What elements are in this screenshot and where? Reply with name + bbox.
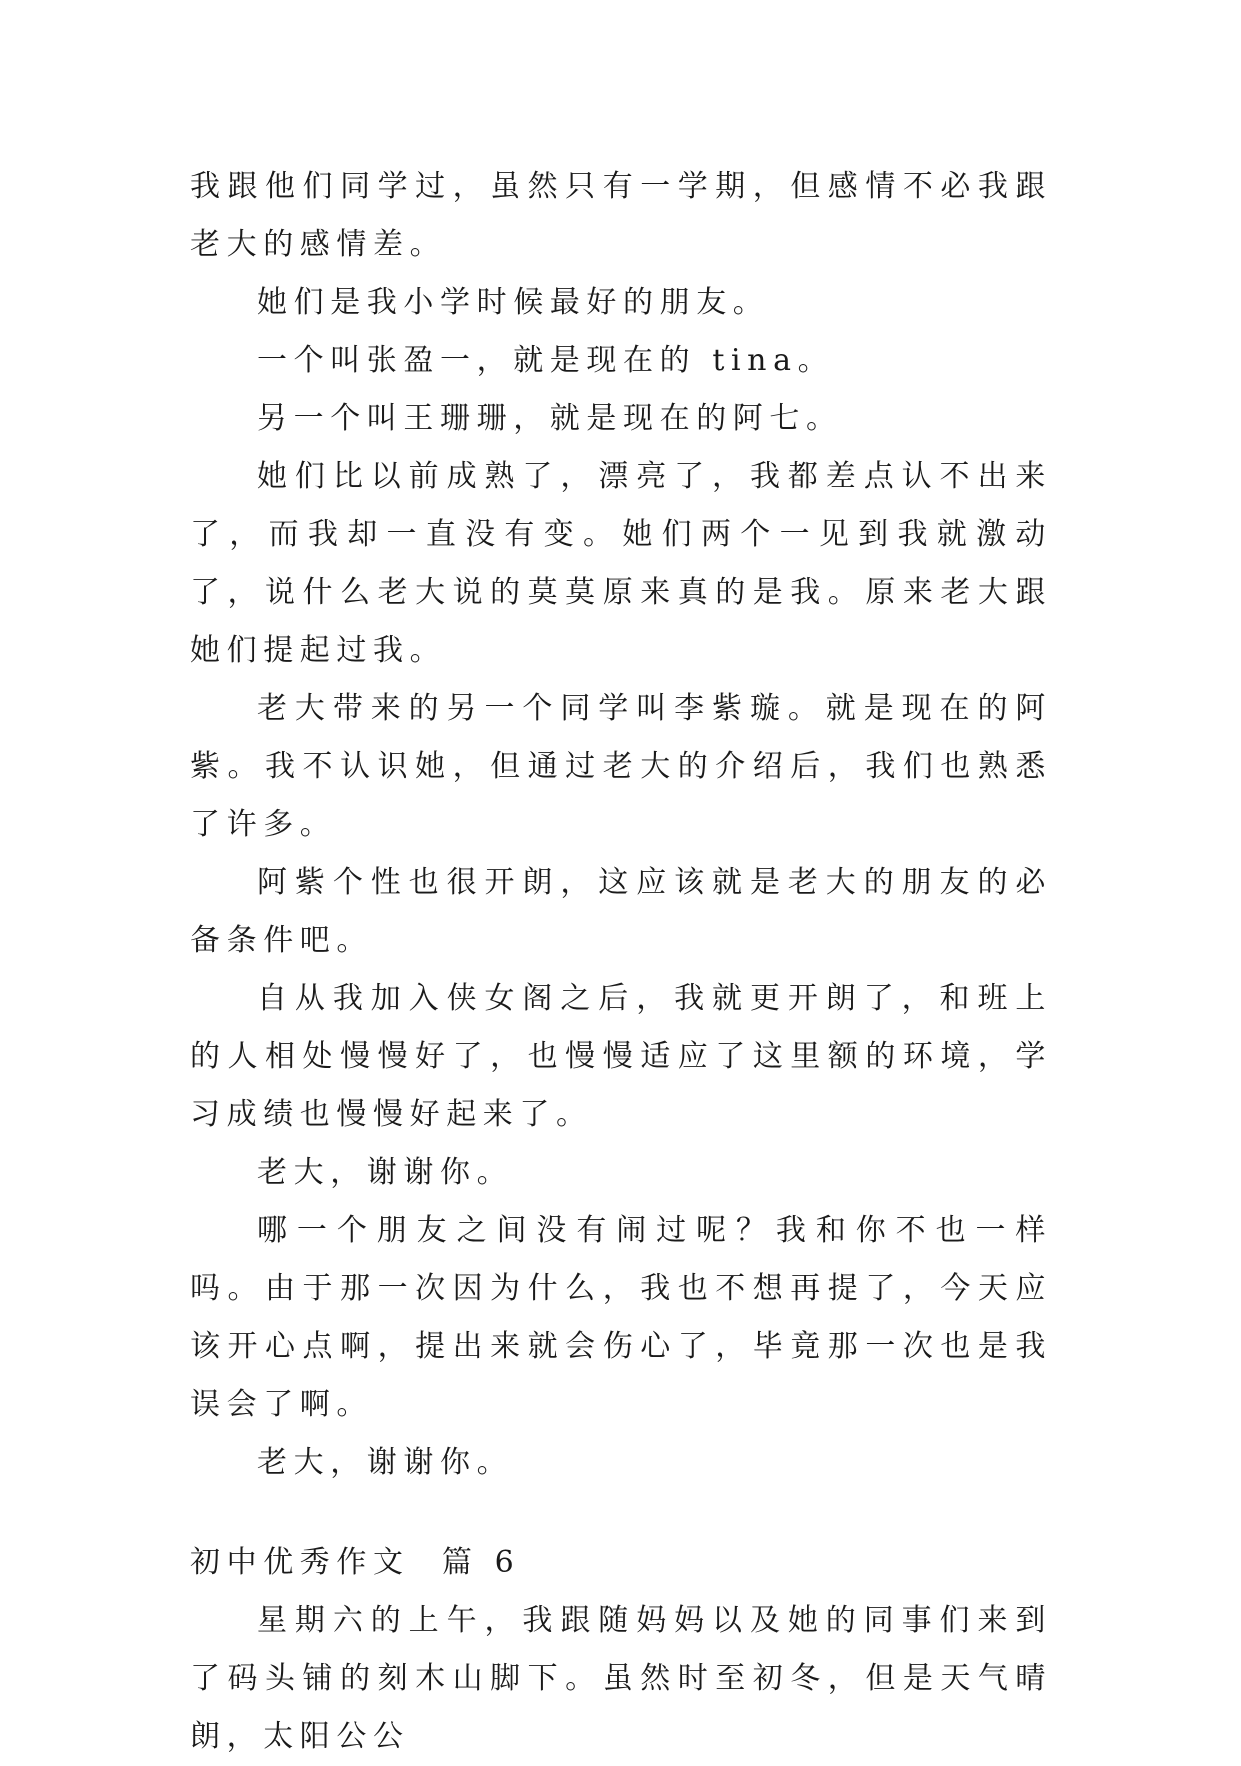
- document-body: [190, 158, 1052, 1766]
- paragraph: 自从我加入侠女阁之后，我就更开朗了，和班上的人相处慢慢好了，也慢慢适应了这里额的环境，学习成绩也慢慢好起来了。: [190, 981, 1052, 1132]
- paragraph: 老大带来的另一个同学叫李紫璇。就是现在的阿紫。我不认识她，但通过老大的介绍后，我们也熟悉了许多。: [190, 691, 1052, 842]
- paragraph: 我跟他们同学过，虽然只有一学期，但感情不必我跟老大的感情差。: [190, 169, 1052, 262]
- paragraph: 哪一个朋友之间没有闹过呢？我和你不也一样吗。由于那一次因为什么，我也不想再提了，今天应该开心点啊，提出来就会伤心了，毕竟那一次也是我误会了啊。: [190, 1213, 1052, 1422]
- section-heading: 初中优秀作文 篇 6: [190, 1545, 521, 1580]
- paragraph: 老大，谢谢你。: [257, 1155, 514, 1190]
- paragraph: 她们比以前成熟了，漂亮了，我都差点认不出来了，而我却一直没有变。她们两个一见到我就激动了，说什么老大说的莫莫原来真的是我。原来老大跟她们提起过我。: [190, 459, 1052, 668]
- paragraph: 另一个叫王珊珊，就是现在的阿七。: [257, 401, 843, 436]
- paragraph: 一个叫张盈一，就是现在的 tina。: [257, 343, 835, 378]
- paragraph: 老大，谢谢你。: [257, 1445, 514, 1480]
- paragraph: 她们是我小学时候最好的朋友。: [257, 285, 770, 320]
- paragraph: 阿紫个性也很开朗，这应该就是老大的朋友的必备条件吧。: [190, 865, 1052, 958]
- paragraph: 星期六的上午，我跟随妈妈以及她的同事们来到了码头铺的刻木山脚下。虽然时至初冬，但是天气晴朗，太阳公公: [190, 1603, 1052, 1754]
